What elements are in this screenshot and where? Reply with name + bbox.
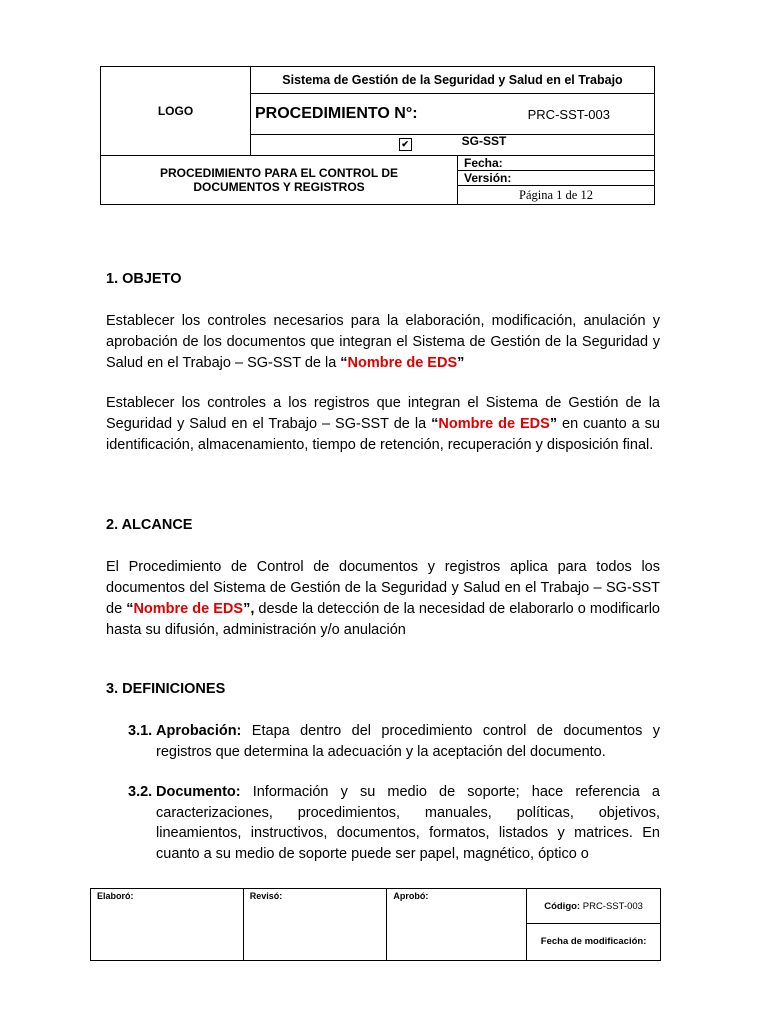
procedure-code: PRC-SST-003 [527,107,610,122]
document-title-line-1: PROCEDIMIENTO PARA EL CONTROL DE [159,166,399,180]
definition-term: Aprobación: [156,723,242,739]
checkbox-icon: ✔ [399,138,412,151]
footer-codigo [527,889,660,924]
codigo-label: Código: [544,900,581,912]
quote-close: ” [457,355,465,371]
definition-number: 3.1. [128,723,153,739]
definition-item [128,782,660,864]
document-footer-table [90,888,661,961]
procedure-label: PROCEDIMIENTO N°: [255,105,418,122]
quote-close: ”, [243,601,255,617]
text: desde la detección de la necesidad de elaborarlo o modificarlo hasta su difusión, administración y/o anulación [106,601,660,638]
quote-open: “ [126,601,134,617]
text: en cuanto a su identificación, almacenamiento, tiempo de retención, recuperación y disposición final. [106,416,660,453]
definition-text: Información y su medio de soporte; hace referencia a caracterizaciones, procedimientos, manuales, políticas, objetivos, lineamientos, instructivos, documentos, formatos, listados y matrices. En cuanto a su medio de soporte puede ser papel, magnético, óptico o [156,784,660,862]
heading-objeto: 1. OBJETO [106,271,182,287]
fecha-label: Fecha: [458,156,655,171]
sg-sst-cell [251,135,655,156]
procedure-number-cell [251,94,655,135]
system-title: Sistema de Gestión de la Seguridad y Salud en el Trabajo [251,67,655,94]
eds-name-placeholder: Nombre de EDS [133,601,244,617]
footer-aprobo: Aprobó: [387,889,527,961]
quote-close: ” [549,416,558,432]
heading-alcance: 2. ALCANCE [106,517,193,533]
objeto-paragraph-2 [106,393,660,456]
heading-definiciones: 3. DEFINICIONES [106,681,226,697]
footer-elaboro: Elaboró: [91,889,244,961]
alcance-paragraph [106,557,660,641]
text: Establecer los controles necesarios para la elaboración, modificación, anulación y aprobación de los documentos que integran el Sistema de Gestión de la Seguridad y Salud en el Trabajo – SG-SST de la [106,313,660,371]
definition-number: 3.2. [128,784,153,800]
eds-name-placeholder: Nombre de EDS [347,355,458,371]
footer-reviso: Revisó: [243,889,387,961]
footer-right-cell [527,889,661,961]
page-indicator: Página 1 de 12 [458,186,655,205]
objeto-paragraph-1 [106,311,660,374]
text: Establecer los controles a los registros que integran el Sistema de Gestión de la Seguridad y Salud en el Trabajo – SG-SST de la [106,395,660,432]
document-title-line-2: DOCUMENTOS Y REGISTROS [193,180,365,194]
logo-placeholder: LOGO [101,67,251,156]
sg-sst-label: SG-SST [461,133,507,148]
document-title [101,156,458,205]
version-label: Versión: [458,171,655,186]
document-header-table [100,66,655,205]
footer-fecha-modificacion: Fecha de modificación: [540,935,647,947]
eds-name-placeholder: Nombre de EDS [438,416,550,432]
definition-term: Documento: [156,784,241,800]
quote-open: “ [340,355,348,371]
codigo-value: PRC-SST-003 [582,900,643,912]
definition-item [128,721,660,762]
quote-open: “ [431,416,439,432]
definition-text: Etapa dentro del procedimiento control de documentos y registros que determina la adecuación y la aceptación del documento. [156,723,660,760]
text: El Procedimiento de Control de documentos y registros aplica para todos los documentos del Sistema de Gestión de la Seguridad y Salud en el Trabajo – SG-SST de [106,559,660,617]
